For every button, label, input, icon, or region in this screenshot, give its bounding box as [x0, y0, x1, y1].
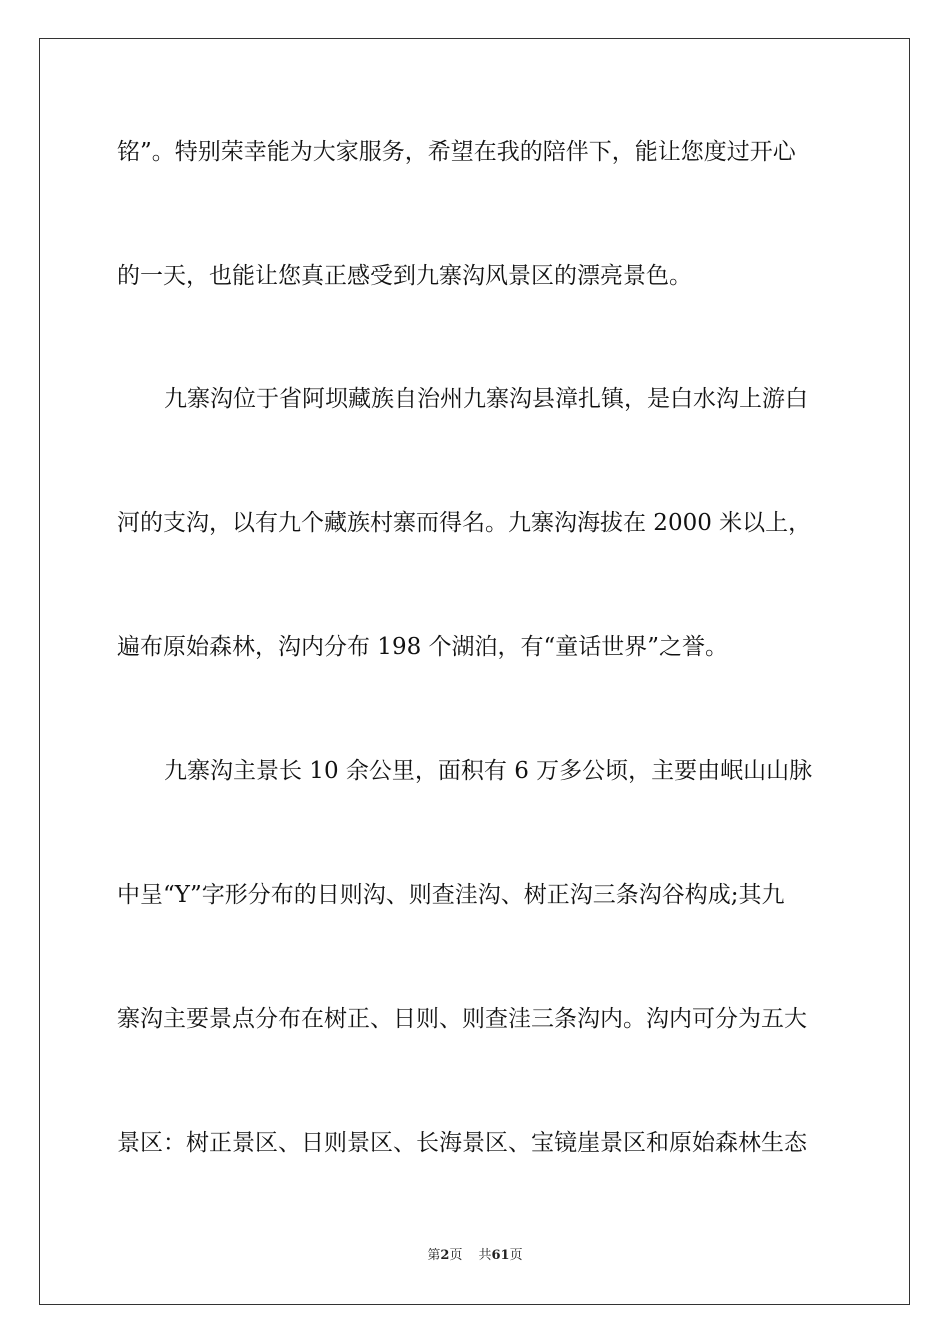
text-line: 寨沟主要景点分布在树正、日则、则查洼三条沟内。沟内可分为五大 [117, 1006, 807, 1032]
total-pages: 61 [491, 1248, 510, 1263]
paragraph-start-line: 九寨沟位于省阿坝藏族自治州九寨沟县漳扎镇，是白水沟上游白 [164, 386, 808, 412]
text-line: 铭”。特别荣幸能为大家服务，希望在我的陪伴下，能让您度过开心 [117, 139, 796, 165]
page-number: 2 [440, 1248, 450, 1263]
total-suffix: 页 [509, 1248, 523, 1263]
page-border [39, 38, 910, 1305]
text-line: 的一天，也能让您真正感受到九寨沟风景区的漂亮景色。 [117, 263, 692, 289]
paragraph-start-line: 九寨沟主景长 10 余公里，面积有 6 万多公顷，主要由岷山山脉 [164, 758, 813, 784]
page-suffix: 页 [449, 1248, 463, 1263]
text-line: 中呈“Y”字形分布的日则沟、则查洼沟、树正沟三条沟谷构成;其九 [117, 882, 785, 908]
total-prefix: 共 [478, 1248, 492, 1263]
text-line: 河的支沟，以有九个藏族村寨而得名。九寨沟海拔在 2000 米以上， [117, 510, 812, 536]
text-line: 遍布原始森林，沟内分布 198 个湖泊，有“童话世界”之誉。 [117, 634, 729, 660]
text-line: 景区：树正景区、日则景区、长海景区、宝镜崖景区和原始森林生态 [117, 1130, 807, 1156]
page-prefix: 第 [427, 1248, 441, 1263]
page-footer [0, 1247, 950, 1265]
